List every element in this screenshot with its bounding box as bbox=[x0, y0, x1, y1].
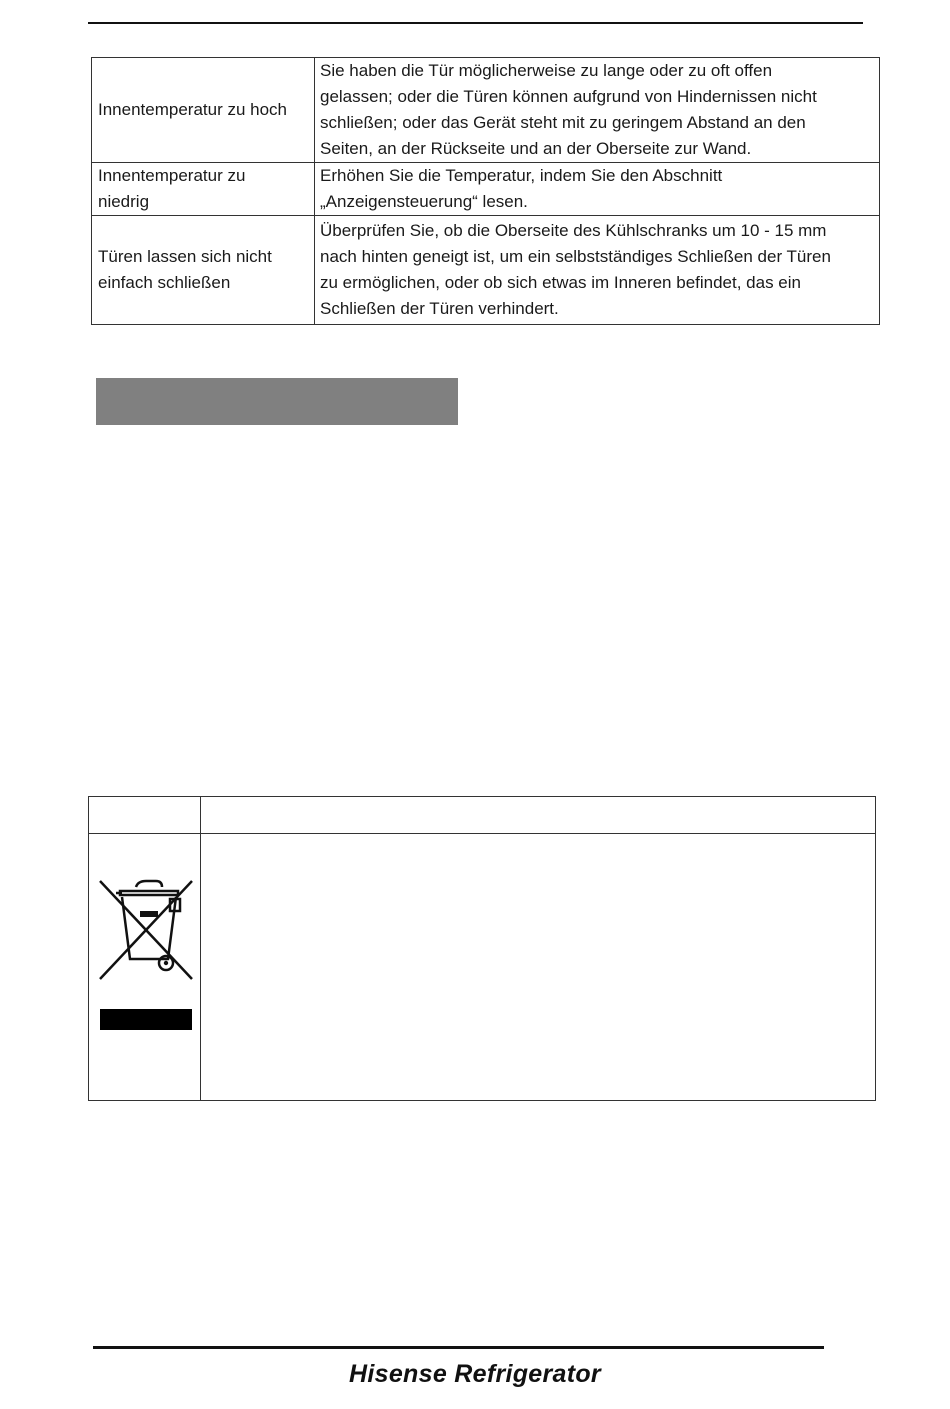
section-heading-bar bbox=[96, 378, 458, 425]
cause-text: Innentemperatur zu hoch bbox=[98, 100, 288, 119]
cause-cell bbox=[92, 58, 315, 163]
cause-cell bbox=[92, 216, 315, 325]
brand-logo: Hisense Refrigerator bbox=[349, 1360, 601, 1388]
remedy-cell bbox=[315, 216, 880, 325]
remedy-cell bbox=[315, 58, 880, 163]
remedy-cell bbox=[315, 163, 880, 216]
cause-line: einfach schließen bbox=[98, 273, 231, 292]
remedy-line: gelassen; oder die Türen können aufgrund von Hindernissen nicht bbox=[320, 87, 817, 106]
footer-rule bbox=[93, 1346, 824, 1349]
cause-line: Türen lassen sich nicht bbox=[98, 247, 272, 266]
remedy-line: Seiten, an der Rückseite und an der Oberseite zur Wand. bbox=[320, 139, 752, 158]
remedy-line: schließen; oder das Gerät steht mit zu geringem Abstand an den bbox=[320, 113, 806, 132]
remedy-line: Erhöhen Sie die Temperatur, indem Sie den Abschnitt bbox=[320, 166, 723, 185]
troubleshooting-table bbox=[91, 57, 880, 325]
remedy-line: Überprüfen Sie, ob die Oberseite des Kühlschranks um 10 - 15 mm bbox=[320, 221, 827, 240]
crossed-out-wheelie-bin-icon bbox=[98, 877, 194, 1037]
disposal-table bbox=[88, 796, 876, 1101]
remedy-line: zu ermöglichen, oder ob sich etwas im Inneren befindet, das ein bbox=[320, 273, 801, 292]
header-divider bbox=[89, 833, 875, 834]
remedy-line: nach hinten geneigt ist, um ein selbstständiges Schließen der Türen bbox=[320, 247, 831, 266]
table-row bbox=[92, 58, 880, 163]
table-row bbox=[92, 216, 880, 325]
remedy-line: Sie haben die Tür möglicherweise zu lange oder zu oft offen bbox=[320, 61, 773, 80]
column-divider bbox=[200, 797, 201, 1100]
table-row bbox=[92, 163, 880, 216]
cause-line: niedrig bbox=[98, 192, 150, 211]
cause-cell bbox=[92, 163, 315, 216]
remedy-line: „Anzeigensteuerung“ lesen. bbox=[320, 192, 528, 211]
remedy-line: Schließen der Türen verhindert. bbox=[320, 299, 559, 318]
top-rule bbox=[88, 22, 863, 24]
cause-line: Innentemperatur zu bbox=[98, 166, 246, 185]
